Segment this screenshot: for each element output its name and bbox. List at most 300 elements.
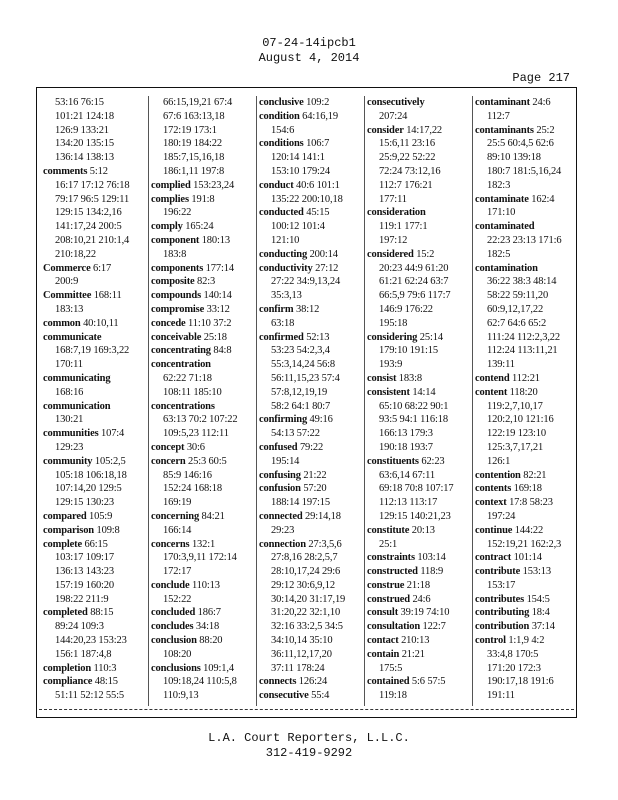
index-term: constructed <box>367 566 418 578</box>
index-entry <box>43 400 148 414</box>
index-entry <box>43 317 148 331</box>
index-references: 154:5 <box>524 593 550 605</box>
index-continuation: 72:24 73:12,16 <box>379 165 441 177</box>
index-entry <box>43 427 148 441</box>
index-entry <box>259 538 364 552</box>
index-continuation: 166:13 179:3 <box>379 428 433 440</box>
index-continuation: 197:12 <box>379 234 408 246</box>
index-term: considering <box>367 331 418 343</box>
index-references: 14:14 <box>409 386 436 398</box>
index-references: 191:8 <box>188 193 215 205</box>
index-term: communicate <box>43 331 102 343</box>
index-entry <box>151 358 256 372</box>
index-continuation: 89:10 139:18 <box>487 152 541 164</box>
index-term: compared <box>43 510 87 522</box>
index-entry <box>367 675 472 689</box>
index-continuation: 136:13 143:23 <box>55 566 115 578</box>
index-term: compromise <box>151 303 205 315</box>
index-continuation: 168:7,19 169:3,22 <box>55 345 130 357</box>
index-term: consultation <box>367 621 421 633</box>
index-term: concluded <box>151 607 196 619</box>
index-entry <box>475 262 575 276</box>
index-continuation: 36:22 38:3 48:14 <box>487 276 557 288</box>
index-entry <box>475 593 575 607</box>
index-continuation: 208:10,21 210:1,4 <box>55 234 130 246</box>
index-references: 183:8 <box>396 372 422 384</box>
index-references: 15:2 <box>413 248 435 260</box>
index-entry <box>367 386 472 400</box>
document-id: 07-24-14ipcb1 <box>262 36 356 50</box>
index-continuation: 34:10,14 35:10 <box>271 635 333 647</box>
index-entry <box>475 386 575 400</box>
index-continuation: 53:23 54:2,3,4 <box>271 345 330 357</box>
index-continuation: 15:6,11 23:16 <box>379 138 435 150</box>
index-continuation: 171:20 172:3 <box>487 662 541 674</box>
index-entry <box>151 331 256 345</box>
index-entry <box>367 124 472 138</box>
index-term: completion <box>43 662 92 674</box>
index-continuation: 112:7 <box>487 110 510 122</box>
index-continuation: 136:14 138:13 <box>55 152 115 164</box>
index-term: community <box>43 455 93 467</box>
index-references: 140:14 <box>201 290 232 302</box>
index-entry <box>367 96 472 110</box>
index-references: 6:17 <box>90 262 112 274</box>
index-term: compliance <box>43 676 93 688</box>
index-continuation: 141:17,24 200:5 <box>55 221 122 233</box>
index-continuation: 186:1,11 197:8 <box>163 165 225 177</box>
index-references: 84:21 <box>199 510 225 522</box>
index-continuation: 54:13 57:22 <box>271 428 320 440</box>
index-continuation: 121:10 <box>271 234 300 246</box>
index-entry <box>367 648 472 662</box>
index-continuation: 182:5 <box>487 248 511 260</box>
index-term: conclude <box>151 579 190 591</box>
index-continuation: 177:11 <box>379 193 407 205</box>
index-term: contained <box>367 676 410 688</box>
index-continuation: 135:22 200:10,18 <box>271 193 343 205</box>
index-continuation: 193:9 <box>379 359 403 371</box>
index-entry <box>259 137 364 151</box>
index-references: 18:4 <box>529 607 550 619</box>
index-continuation: 153:10 179:24 <box>271 165 331 177</box>
index-term: Committee <box>43 290 92 302</box>
index-entry <box>475 469 575 483</box>
index-entry <box>367 579 472 593</box>
index-entry <box>475 220 575 234</box>
index-references: 1:1,9 4:2 <box>505 635 545 647</box>
index-term: concept <box>151 441 185 453</box>
index-continuation: 168:16 <box>55 386 84 398</box>
index-entry <box>475 620 575 634</box>
index-continuation: 119:2,7,10,17 <box>487 400 543 412</box>
index-entry <box>475 482 575 496</box>
index-continuation: 126:9 133:21 <box>55 124 109 136</box>
index-entry <box>43 262 148 276</box>
index-term: contributing <box>475 607 530 619</box>
index-continuation: 66:15,19,21 67:4 <box>163 97 233 108</box>
index-references: 88:15 <box>87 607 114 619</box>
index-continuation: 188:14 197:15 <box>271 497 331 509</box>
index-continuation: 156:1 187:4,8 <box>55 648 112 660</box>
index-term: contamination <box>475 262 538 274</box>
index-term: context <box>475 497 507 509</box>
index-continuation: 63:18 <box>271 317 295 329</box>
index-references: 210:13 <box>398 635 430 647</box>
index-entry <box>259 262 364 276</box>
index-term: consideration <box>367 207 426 219</box>
index-column-1 <box>43 96 149 706</box>
index-entry <box>43 524 148 538</box>
index-continuation: 85:9 146:16 <box>163 469 212 481</box>
index-continuation: 110:9,13 <box>163 690 199 702</box>
index-term: complete <box>43 538 83 550</box>
index-column-4 <box>367 96 473 706</box>
index-term: conductivity <box>259 262 313 274</box>
index-entry <box>151 193 256 207</box>
index-continuation: 56:11,15,23 57:4 <box>271 372 340 384</box>
index-continuation: 172:17 <box>163 566 192 578</box>
index-entry <box>151 275 256 289</box>
index-term: conduct <box>259 179 294 191</box>
index-references: 79:22 <box>297 441 324 453</box>
index-references: 82:21 <box>520 469 547 481</box>
index-entry <box>259 675 364 689</box>
index-continuation: 29:23 <box>271 524 295 536</box>
index-continuation: 153:17 <box>487 579 516 591</box>
index-references: 153:13 <box>520 566 551 578</box>
index-references: 112:21 <box>509 372 540 384</box>
index-term: confirming <box>259 414 308 426</box>
index-continuation: 55:3,14,24 56:8 <box>271 359 335 371</box>
index-continuation: 107:14,20 129:5 <box>55 483 122 495</box>
index-entry <box>475 124 575 138</box>
index-entry <box>151 400 256 414</box>
index-continuation: 197:24 <box>487 510 516 522</box>
index-entry <box>43 331 148 345</box>
index-continuation: 79:17 96:5 129:11 <box>55 193 130 205</box>
index-entry <box>151 510 256 524</box>
index-continuation: 25:1 <box>379 538 398 550</box>
index-term: consider <box>367 124 404 136</box>
index-entry <box>367 551 472 565</box>
index-entry <box>151 662 256 676</box>
index-references: 14:17,22 <box>403 124 443 136</box>
index-references: 40:10,11 <box>80 317 119 329</box>
index-references: 34:18 <box>193 621 220 633</box>
index-references: 27:3,5,6 <box>305 538 342 550</box>
index-continuation: 109:5,23 112:11 <box>163 428 229 440</box>
index-references: 107:4 <box>98 428 125 440</box>
index-term: confirm <box>259 303 294 315</box>
bottom-dashed-rule <box>39 709 574 710</box>
index-continuation: 31:20,22 32:1,10 <box>271 607 341 619</box>
index-continuation: 60:9,12,17,22 <box>487 303 544 315</box>
index-continuation: 195:18 <box>379 317 408 329</box>
index-continuation: 58:2 64:1 80:7 <box>271 400 331 412</box>
index-term: composite <box>151 276 195 288</box>
index-entry <box>43 606 148 620</box>
index-references: 132:1 <box>189 538 216 550</box>
index-references: 106:7 <box>303 138 330 150</box>
index-entry <box>475 372 575 386</box>
page-number: Page 217 <box>512 71 570 85</box>
index-continuation: 33:4,8 170:5 <box>487 648 539 660</box>
index-references: 20:13 <box>409 524 435 536</box>
index-entry <box>151 455 256 469</box>
index-term: contact <box>367 635 399 647</box>
index-entry <box>151 441 256 455</box>
index-continuation: 152:24 168:18 <box>163 483 223 495</box>
index-continuation: 103:17 109:17 <box>55 552 115 564</box>
index-term: construe <box>367 579 405 591</box>
index-continuation: 112:13 113:17 <box>379 497 438 509</box>
index-entry <box>259 689 364 703</box>
index-continuation: 120:14 141:1 <box>271 152 325 164</box>
index-continuation: 63:6,14 67:11 <box>379 469 435 481</box>
index-references: 45:15 <box>303 207 330 219</box>
index-continuation: 139:11 <box>487 359 515 371</box>
index-entry <box>151 344 256 358</box>
index-references: 122:7 <box>420 621 446 633</box>
index-entry <box>475 193 575 207</box>
index-continuation: 62:7 64:6 65:2 <box>487 317 547 329</box>
index-continuation: 198:22 211:9 <box>55 593 109 605</box>
index-continuation: 195:14 <box>271 455 300 467</box>
index-continuation: 180:19 184:22 <box>163 138 223 150</box>
index-entry <box>475 496 575 510</box>
index-references: 109:8 <box>94 524 120 536</box>
index-term: concerning <box>151 510 200 522</box>
index-continuation: 183:8 <box>163 248 187 260</box>
index-continuation: 191:11 <box>487 690 515 702</box>
index-term: communicating <box>43 372 111 384</box>
index-entry <box>259 248 364 262</box>
index-term: comply <box>151 221 183 233</box>
index-references: 40:6 101:1 <box>293 179 340 191</box>
index-entry <box>367 634 472 648</box>
index-term: conducting <box>259 248 308 260</box>
index-term: comments <box>43 165 88 177</box>
index-continuation: 172:19 173:1 <box>163 124 217 136</box>
index-continuation: 25:9,22 52:22 <box>379 152 436 164</box>
index-continuation: 112:24 113:11,21 <box>487 345 558 357</box>
index-term: considered <box>367 248 414 260</box>
index-references: 105:2,5 <box>92 455 126 467</box>
index-term: connects <box>259 676 297 688</box>
index-entry <box>151 234 256 248</box>
index-continuation: 108:11 185:10 <box>163 386 222 398</box>
index-references: 25:14 <box>417 331 443 343</box>
index-references: 118:20 <box>507 386 538 398</box>
index-term: common <box>43 317 81 329</box>
index-references: 39:19 74:10 <box>398 607 450 619</box>
index-references: 64:16,19 <box>299 110 338 122</box>
index-term: contaminant <box>475 97 530 108</box>
index-entry <box>151 579 256 593</box>
index-references: 25:3 60:5 <box>185 455 227 467</box>
index-entry <box>259 510 364 524</box>
index-continuation: 129:15 130:23 <box>55 497 115 509</box>
index-term: content <box>475 386 508 398</box>
index-references: 101:14 <box>511 552 542 564</box>
index-continuation: 58:22 59:11,20 <box>487 290 549 302</box>
index-entry <box>259 482 364 496</box>
index-term: constraints <box>367 552 415 564</box>
index-references: 109:1,4 <box>200 662 234 674</box>
index-continuation: 120:2,10 121:16 <box>487 414 554 426</box>
index-references: 88:20 <box>196 635 223 647</box>
index-continuation: 29:12 30:6,9,12 <box>271 579 335 591</box>
index-references: 103:14 <box>414 552 446 564</box>
index-references: 66:15 <box>82 538 108 550</box>
index-continuation: 166:14 <box>163 524 192 536</box>
index-continuation: 32:16 33:2,5 34:5 <box>271 621 343 633</box>
index-references: 84:8 <box>210 345 232 357</box>
index-continuation: 171:10 <box>487 207 516 219</box>
index-references: 49:16 <box>307 414 333 426</box>
index-entry <box>475 96 575 110</box>
index-term: contention <box>475 469 521 481</box>
index-references: 48:15 <box>92 676 118 688</box>
index-continuation: 27:8,16 28:2,5,7 <box>271 552 338 564</box>
index-entry <box>367 524 472 538</box>
index-term: conclusion <box>151 635 197 647</box>
index-column-2 <box>151 96 257 706</box>
index-entry <box>475 565 575 579</box>
index-column-5 <box>475 96 575 706</box>
index-continuation: 36:11,12,17,20 <box>271 648 332 660</box>
index-term: contaminate <box>475 193 529 205</box>
index-continuation: 27:22 34:9,13,24 <box>271 276 341 288</box>
index-entry <box>151 317 256 331</box>
index-term: communities <box>43 428 99 440</box>
document-date: August 4, 2014 <box>258 51 360 65</box>
index-entry <box>43 372 148 386</box>
index-entry <box>259 206 364 220</box>
index-continuation: 53:16 76:15 <box>55 97 104 108</box>
index-term: contaminated <box>475 221 535 233</box>
index-entry <box>151 620 256 634</box>
index-entry <box>151 262 256 276</box>
index-continuation: 144:20,23 153:23 <box>55 635 127 647</box>
index-continuation: 179:10 191:15 <box>379 345 439 357</box>
index-entry <box>259 110 364 124</box>
index-term: consecutively <box>367 97 425 108</box>
index-term: contend <box>475 372 510 384</box>
index-entry <box>43 675 148 689</box>
index-term: conclusions <box>151 662 201 674</box>
index-continuation: 126:1 <box>487 455 511 467</box>
index-continuation: 100:12 101:4 <box>271 221 325 233</box>
index-entry <box>367 206 472 220</box>
index-entry <box>367 593 472 607</box>
index-continuation: 146:9 176:22 <box>379 303 433 315</box>
index-continuation: 105:18 106:18,18 <box>55 469 127 481</box>
index-continuation: 183:13 <box>55 303 84 315</box>
index-references: 21:22 <box>300 469 327 481</box>
index-entry <box>259 413 364 427</box>
index-continuation: 37:11 178:24 <box>271 662 325 674</box>
index-references: 21:21 <box>399 648 425 660</box>
index-entry <box>367 620 472 634</box>
index-entry <box>151 179 256 193</box>
index-term: contributes <box>475 593 525 605</box>
index-references: 177:14 <box>203 262 234 274</box>
index-term: confusing <box>259 469 301 481</box>
index-term: complies <box>151 193 189 205</box>
index-entry <box>475 551 575 565</box>
index-term: control <box>475 635 506 647</box>
index-continuation: 101:21 124:18 <box>55 110 115 122</box>
index-entry <box>43 289 148 303</box>
index-continuation: 67:6 163:13,18 <box>163 110 225 122</box>
index-entry <box>259 331 364 345</box>
index-term: comparison <box>43 524 95 536</box>
index-continuation: 109:18,24 110:5,8 <box>163 676 237 688</box>
index-continuation: 16:17 17:12 76:18 <box>55 179 130 191</box>
index-continuation: 129:15 140:21,23 <box>379 510 451 522</box>
index-continuation: 185:7,15,16,18 <box>163 152 225 164</box>
index-references: 200:14 <box>307 248 338 260</box>
index-references: 62:23 <box>418 455 445 467</box>
index-term: consecutive <box>259 690 309 702</box>
index-continuation: 152:22 <box>163 593 192 605</box>
index-continuation: 25:5 60:4,5 62:6 <box>487 138 554 150</box>
index-references: 168:11 <box>91 290 122 302</box>
index-term: conceivable <box>151 331 202 343</box>
index-continuation: 22:23 23:13 171:6 <box>487 234 562 246</box>
index-references: 153:23,24 <box>190 179 235 191</box>
index-continuation: 169:19 <box>163 497 192 509</box>
index-term: concludes <box>151 621 194 633</box>
reporter-phone: 312-419-9292 <box>265 746 353 760</box>
index-term: conditions <box>259 138 304 150</box>
index-references: 30:6 <box>184 441 205 453</box>
index-references: 11:10 37:2 <box>185 317 232 329</box>
index-continuation: 63:13 70:2 107:22 <box>163 414 238 426</box>
index-entry <box>367 331 472 345</box>
index-references: 37:14 <box>529 621 555 633</box>
index-column-3 <box>259 96 365 706</box>
index-term: connected <box>259 510 303 522</box>
index-references: 17:8 58:23 <box>506 497 553 509</box>
index-references: 118:9 <box>417 566 444 578</box>
index-references: 57:20 <box>300 483 327 495</box>
index-term: contaminants <box>475 124 534 136</box>
index-continuation: 119:1 177:1 <box>379 221 428 233</box>
index-references: 162:4 <box>528 193 555 205</box>
index-entry <box>367 565 472 579</box>
index-term: consult <box>367 607 399 619</box>
reporter-firm: L.A. Court Reporters, L.L.C. <box>208 731 410 745</box>
index-continuation: 129:15 134:2,16 <box>55 207 122 219</box>
index-references: 27:12 <box>312 262 339 274</box>
index-term: contribution <box>475 621 530 633</box>
index-references: 126:24 <box>296 676 328 688</box>
index-entry <box>367 606 472 620</box>
index-term: condition <box>259 110 300 122</box>
index-term: contribute <box>475 566 521 578</box>
index-entry <box>43 165 148 179</box>
index-term: continue <box>475 524 513 536</box>
index-references: 24:6 <box>409 593 431 605</box>
index-term: contract <box>475 552 512 564</box>
index-continuation: 175:5 <box>379 662 403 674</box>
index-term: concentrations <box>151 400 215 412</box>
index-entry <box>259 96 364 110</box>
index-term: consistent <box>367 386 410 398</box>
